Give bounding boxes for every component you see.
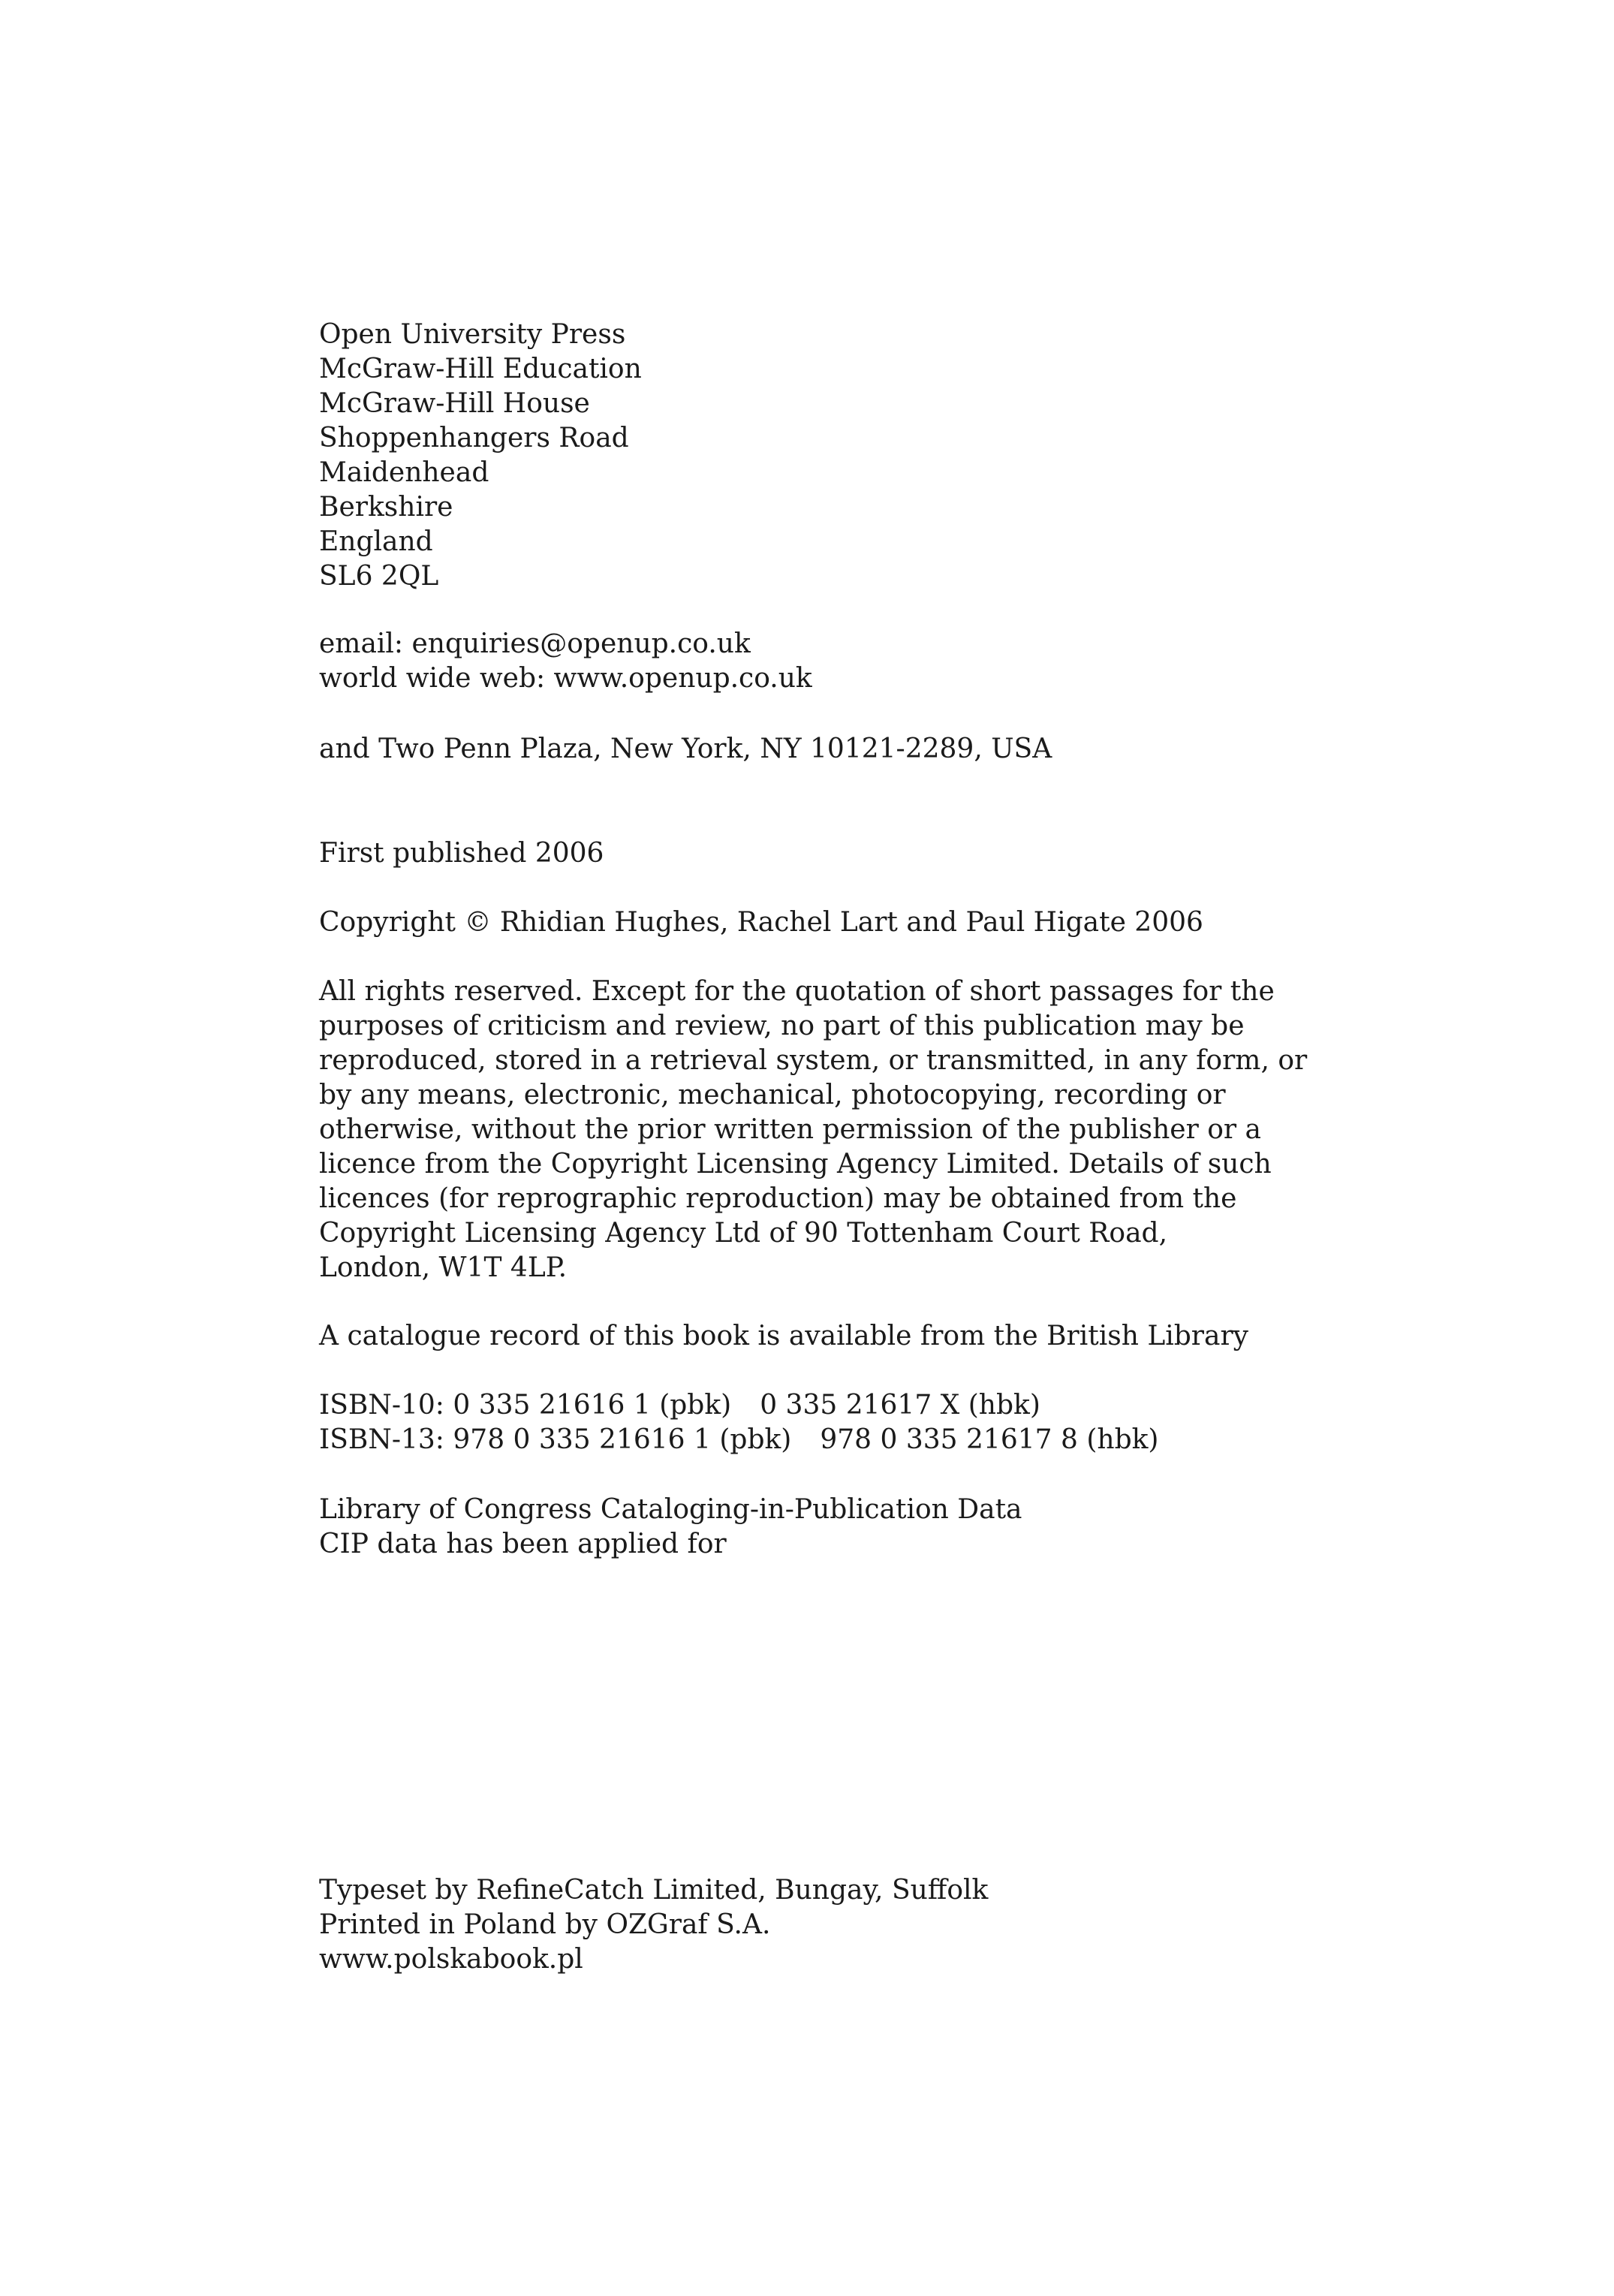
printer-url: www.polskabook.pl (319, 1944, 583, 1975)
rights-line: All rights reserved. Except for the quotation of short passages for the (319, 976, 1275, 1007)
catalogue-line: A catalogue record of this book is available from the British Library (319, 1321, 1249, 1351)
isbn-10-line (319, 1388, 1595, 1423)
first-published-line: First published 2006 (319, 838, 604, 869)
isbn-10-hardback: 0 335 21617 X (hbk) (760, 1390, 1040, 1421)
rights-line: reproduced, stored in a retrieval system, or transmitted, in any form, or (319, 1045, 1308, 1076)
rights-line: Copyright Licensing Agency Ltd of 90 Tottenham Court Road, (319, 1218, 1168, 1249)
website-line: world wide web: www.openup.co.uk (319, 663, 812, 694)
address-line: Berkshire (319, 492, 453, 523)
publisher-contact (319, 627, 1595, 696)
address-line: Maidenhead (319, 457, 489, 488)
rights-line: licence from the Copyright Licensing Agency Limited. Details of such (319, 1149, 1272, 1180)
isbn-13-paperback: ISBN-13: 978 0 335 21616 1 (pbk) (319, 1424, 792, 1455)
address-line: England (319, 526, 433, 557)
usa-address (319, 732, 1595, 767)
loc-title: Library of Congress Cataloging-in-Publication Data (319, 1494, 1022, 1525)
rights-line: otherwise, without the prior written permission of the publisher or a (319, 1114, 1262, 1145)
rights-reserved-paragraph (319, 975, 1595, 1285)
address-line: Open University Press (319, 319, 626, 350)
address-line: McGraw-Hill Education (319, 354, 642, 384)
rights-line: London, W1T 4LP. (319, 1252, 568, 1283)
address-line: Shoppenhangers Road (319, 423, 629, 453)
address-line: SL6 2QL (319, 561, 439, 592)
isbn-13-line (319, 1423, 1595, 1457)
usa-address-line: and Two Penn Plaza, New York, NY 10121-2289, USA (319, 734, 1052, 764)
catalogue-record (319, 1319, 1595, 1354)
email-line: email: enquiries@openup.co.uk (319, 628, 751, 659)
library-of-congress-block (319, 1493, 1595, 1562)
address-line: McGraw-Hill House (319, 388, 590, 419)
cip-status: CIP data has been applied for (319, 1529, 727, 1559)
publisher-address (319, 318, 1595, 594)
isbn-10-paperback: ISBN-10: 0 335 21616 1 (pbk) (319, 1390, 732, 1421)
printer-details (319, 1873, 1595, 1977)
isbn-13-hardback: 978 0 335 21617 8 (hbk) (820, 1424, 1159, 1455)
rights-line: by any means, electronic, mechanical, photocopying, recording or (319, 1080, 1226, 1110)
rights-line: licences (for reprographic reproduction) may be obtained from the (319, 1183, 1237, 1214)
first-published (319, 836, 1595, 871)
rights-line: purposes of criticism and review, no part of this publication may be (319, 1011, 1245, 1041)
printed-line: Printed in Poland by OZGraf S.A. (319, 1909, 771, 1940)
typeset-line: Typeset by RefineCatch Limited, Bungay, Suffolk (319, 1875, 989, 1906)
isbn-block (319, 1388, 1595, 1457)
copyright-line: Copyright © Rhidian Hughes, Rachel Lart and Paul Higate 2006 (319, 907, 1203, 938)
copyright-notice (319, 905, 1595, 940)
